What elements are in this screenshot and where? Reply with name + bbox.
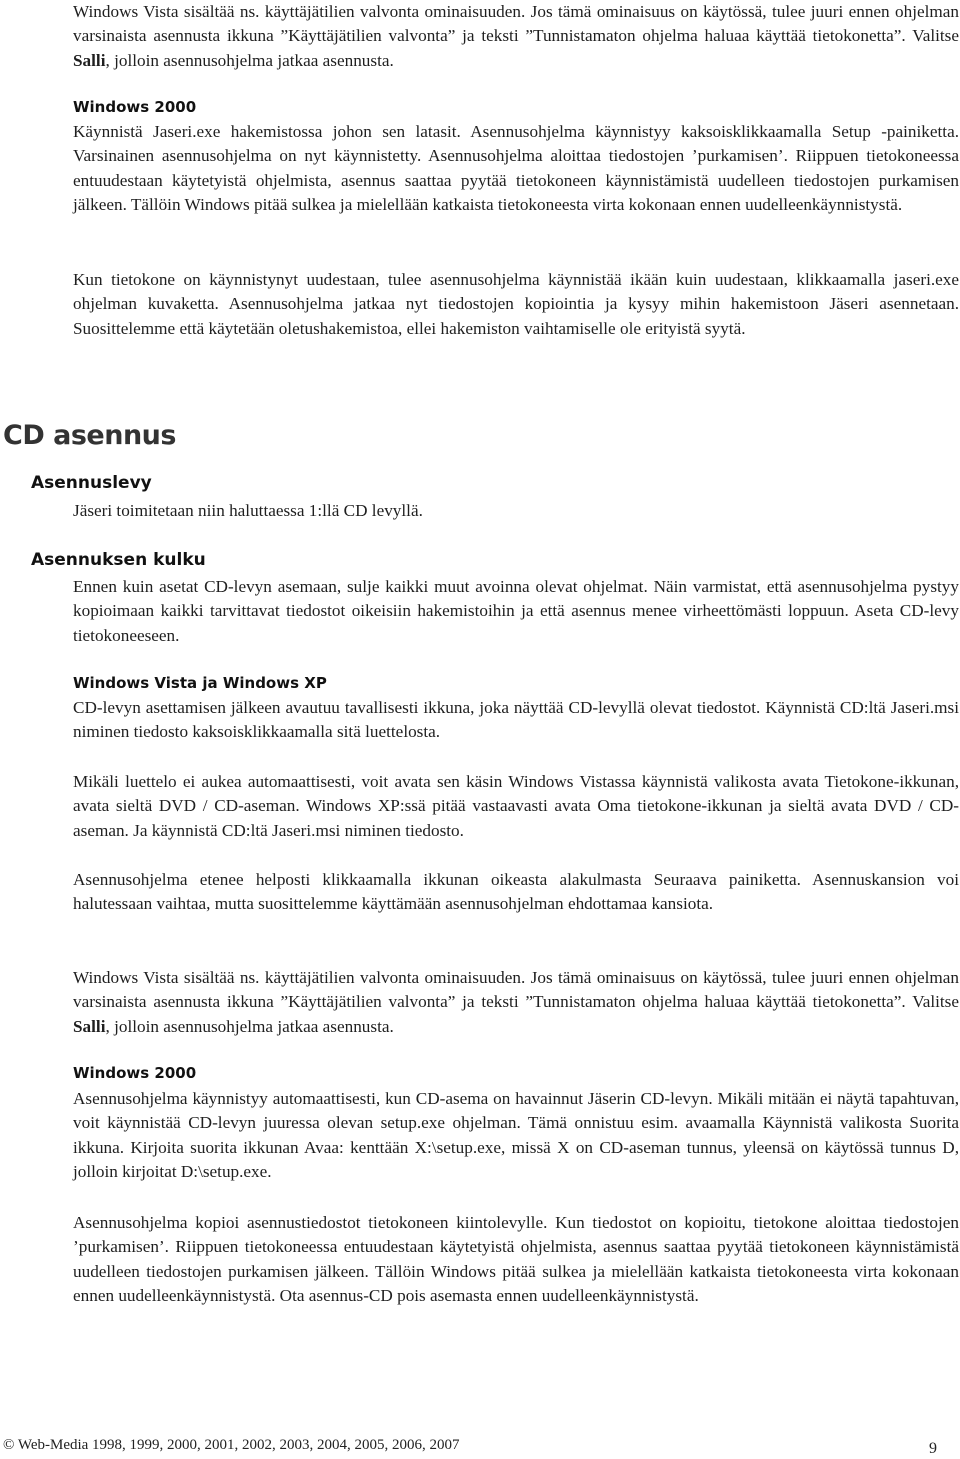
intro-win2000-paragraph-1: Käynnistä Jaseri.exe hakemistossa johon sen latasit. Asennusohjelma käynnistyy kaksoisklikkaamalla Setup -painiketta. Varsinainen asennusohjelma on nyt käynnistetty. Asennusohjelma aloittaa tiedostojen ’purkamisen’. Riippuen tietokoneessa entuudestaan käytetyistä ohjelmista, asennus saattaa pyytää tietokoneen käynnistämistä uudelleen tiedostojen purkamisen jälkeen. Tällöin Windows pitää sulkea ja mielellään katkaista tietokoneesta virta kokonaan ennen uudelleenkäynnistystä. <box>73 122 959 215</box>
section-title-cd-asennus: CD asennus <box>3 420 176 451</box>
bold-term: Salli <box>73 50 106 70</box>
vistaxp-paragraph-2: Mikäli luettelo ei aukea automaattisesti, voit avata sen käsin Windows Vistassa käynnistä valikosta avata Tietokone-ikkunan, avata sieltä DVD / CD-aseman. Windows XP:ssä pitää vastaavasti avata Oma tietokone-ikkunan ja sieltä avata DVD / CD-aseman. Ja käynnistä CD:ltä Jaseri.msi niminen tiedosto. <box>73 772 959 840</box>
cd-win2000-paragraph-1: Asennusohjelma käynnistyy automaattisesti, kun CD-asema on havainnut Jäserin CD-levyn. Mikäli mitään ei näytä tapahtuvan, voit käynnistää CD-levyn juuressa olevan setup.exe ohjelman. Tämä onnistuu esim. avaamalla Käynnistä valikosta Suorita ikkuna. Kirjoita suorita ikkunan Avaa: kenttään X:\setup.exe, missä X on CD-aseman tunnus, yleensä on käytössä tunnus D, jolloin kirjoitat D:\setup.exe. <box>73 1089 959 1182</box>
cd-vista-paragraph-block <box>73 966 959 1039</box>
intro-windows-2000-heading: Windows 2000 <box>73 98 197 116</box>
subheading-windows-vista-xp: Windows Vista ja Windows XP <box>73 674 327 692</box>
cd-vista-paragraph <box>73 966 959 1039</box>
cd-win2000-paragraph-2-block <box>73 1211 959 1309</box>
vistaxp-paragraph-2-block <box>73 770 959 843</box>
intro-win2000-paragraph-2-block <box>73 268 959 341</box>
flow-paragraph-block <box>73 575 959 648</box>
text-run: , jolloin asennusohjelma jatkaa asennusta. <box>105 50 394 70</box>
vistaxp-paragraph-1: CD-levyn asettamisen jälkeen avautuu tavallisesti ikkuna, joka näyttää CD-levyllä olevat tiedostot. Käynnistä CD:ltä Jaseri.msi niminen tiedosto kaksoisklikkaamalla sitä luettelosta. <box>73 698 959 742</box>
disc-paragraph-block <box>73 499 959 523</box>
vistaxp-paragraph-3-block <box>73 868 959 917</box>
vistaxp-paragraph-3: Asennusohjelma etenee helposti klikkaamalla ikkunan oikeasta alakulmasta Seuraava painiketta. Asennuskansion voi halutessaan vaihtaa, mutta suosittelemme käyttämään asennusohjelman ehdottamaa kansiota. <box>73 870 959 914</box>
flow-paragraph: Ennen kuin asetat CD-levyn asemaan, sulje kaikki muut avoinna olevat ohjelmat. Näin varmistat, että asennusohjelma pystyy kopioimaan kaikki tarvittavat tiedostot oikeisiin hakemistoihin ja että asennus menee virheettömästi loppuun. Aseta CD-levy tietokoneeseen. <box>73 577 959 645</box>
cd-win2000-paragraph-1-block <box>73 1087 959 1185</box>
cd-win2000-paragraph-2: Asennusohjelma kopioi asennustiedostot tietokoneen kiintolevylle. Kun tiedostot on kopioitu, tietokone aloittaa tiedostojen ’purkamisen’. Riippuen tietokoneessa entuudestaan käytetyistä ohjelmista, asennus saattaa pyytää tietokoneen käynnistämistä uudelleen tiedostojen purkamisen jälkeen. Tällöin Windows pitää sulkea ja mielellään katkaista tietokoneesta virta kokonaan ennen uudelleenkäynnistystä. Ota asennus-CD pois asemasta ennen uudelleenkäynnistystä. <box>73 1213 959 1306</box>
text-run: Windows Vista sisältää ns. käyttäjätilien valvonta ominaisuuden. Jos tämä ominaisuus on käytössä, tulee juuri ennen ohjelman varsinaista asennusta ikkuna ”Käyttäjätilien valvonta” ja teksti ”Tunnistamaton ohjelma haluaa käyttää tietokonetta”. Valitse <box>73 2 959 46</box>
subheading-asennuslevy: Asennuslevy <box>31 473 152 493</box>
intro-vista-paragraph-block <box>73 0 959 73</box>
subheading-asennuksen-kulku: Asennuksen kulku <box>31 550 206 570</box>
intro-win2000-paragraph-2: Kun tietokone on käynnistynyt uudestaan, tulee asennusohjelma käynnistää ikään kuin uudestaan, klikkaamalla jaseri.exe ohjelman kuvaketta. Asennusohjelma jatkaa nyt tiedostojen kopiointia ja kysyy mihin hakemistoon Jäseri asennetaan. Suosittelemme että käytetään oletushakemistoa, ellei hakemiston vaihtamiselle ole erityistä syytä. <box>73 270 959 338</box>
footer-page-number: 9 <box>929 1440 937 1457</box>
bold-term: Salli <box>73 1016 106 1036</box>
cd-windows-2000-heading: Windows 2000 <box>73 1064 197 1082</box>
intro-vista-paragraph <box>73 0 959 73</box>
text-run: , jolloin asennusohjelma jatkaa asennusta. <box>105 1016 394 1036</box>
text-run: Windows Vista sisältää ns. käyttäjätilien valvonta ominaisuuden. Jos tämä ominaisuus on käytössä, tulee juuri ennen ohjelman varsinaista asennusta ikkuna ”Käyttäjätilien valvonta” ja teksti ”Tunnistamaton ohjelma haluaa käyttää tietokonetta”. Valitse <box>73 968 959 1012</box>
vistaxp-paragraph-1-block <box>73 696 959 745</box>
intro-win2000-paragraph-1-block <box>73 120 959 218</box>
disc-paragraph: Jäseri toimitetaan niin haluttaessa 1:llä CD levyllä. <box>73 501 423 520</box>
footer-copyright: © Web-Media 1998, 1999, 2000, 2001, 2002, 2003, 2004, 2005, 2006, 2007 <box>3 1437 460 1453</box>
